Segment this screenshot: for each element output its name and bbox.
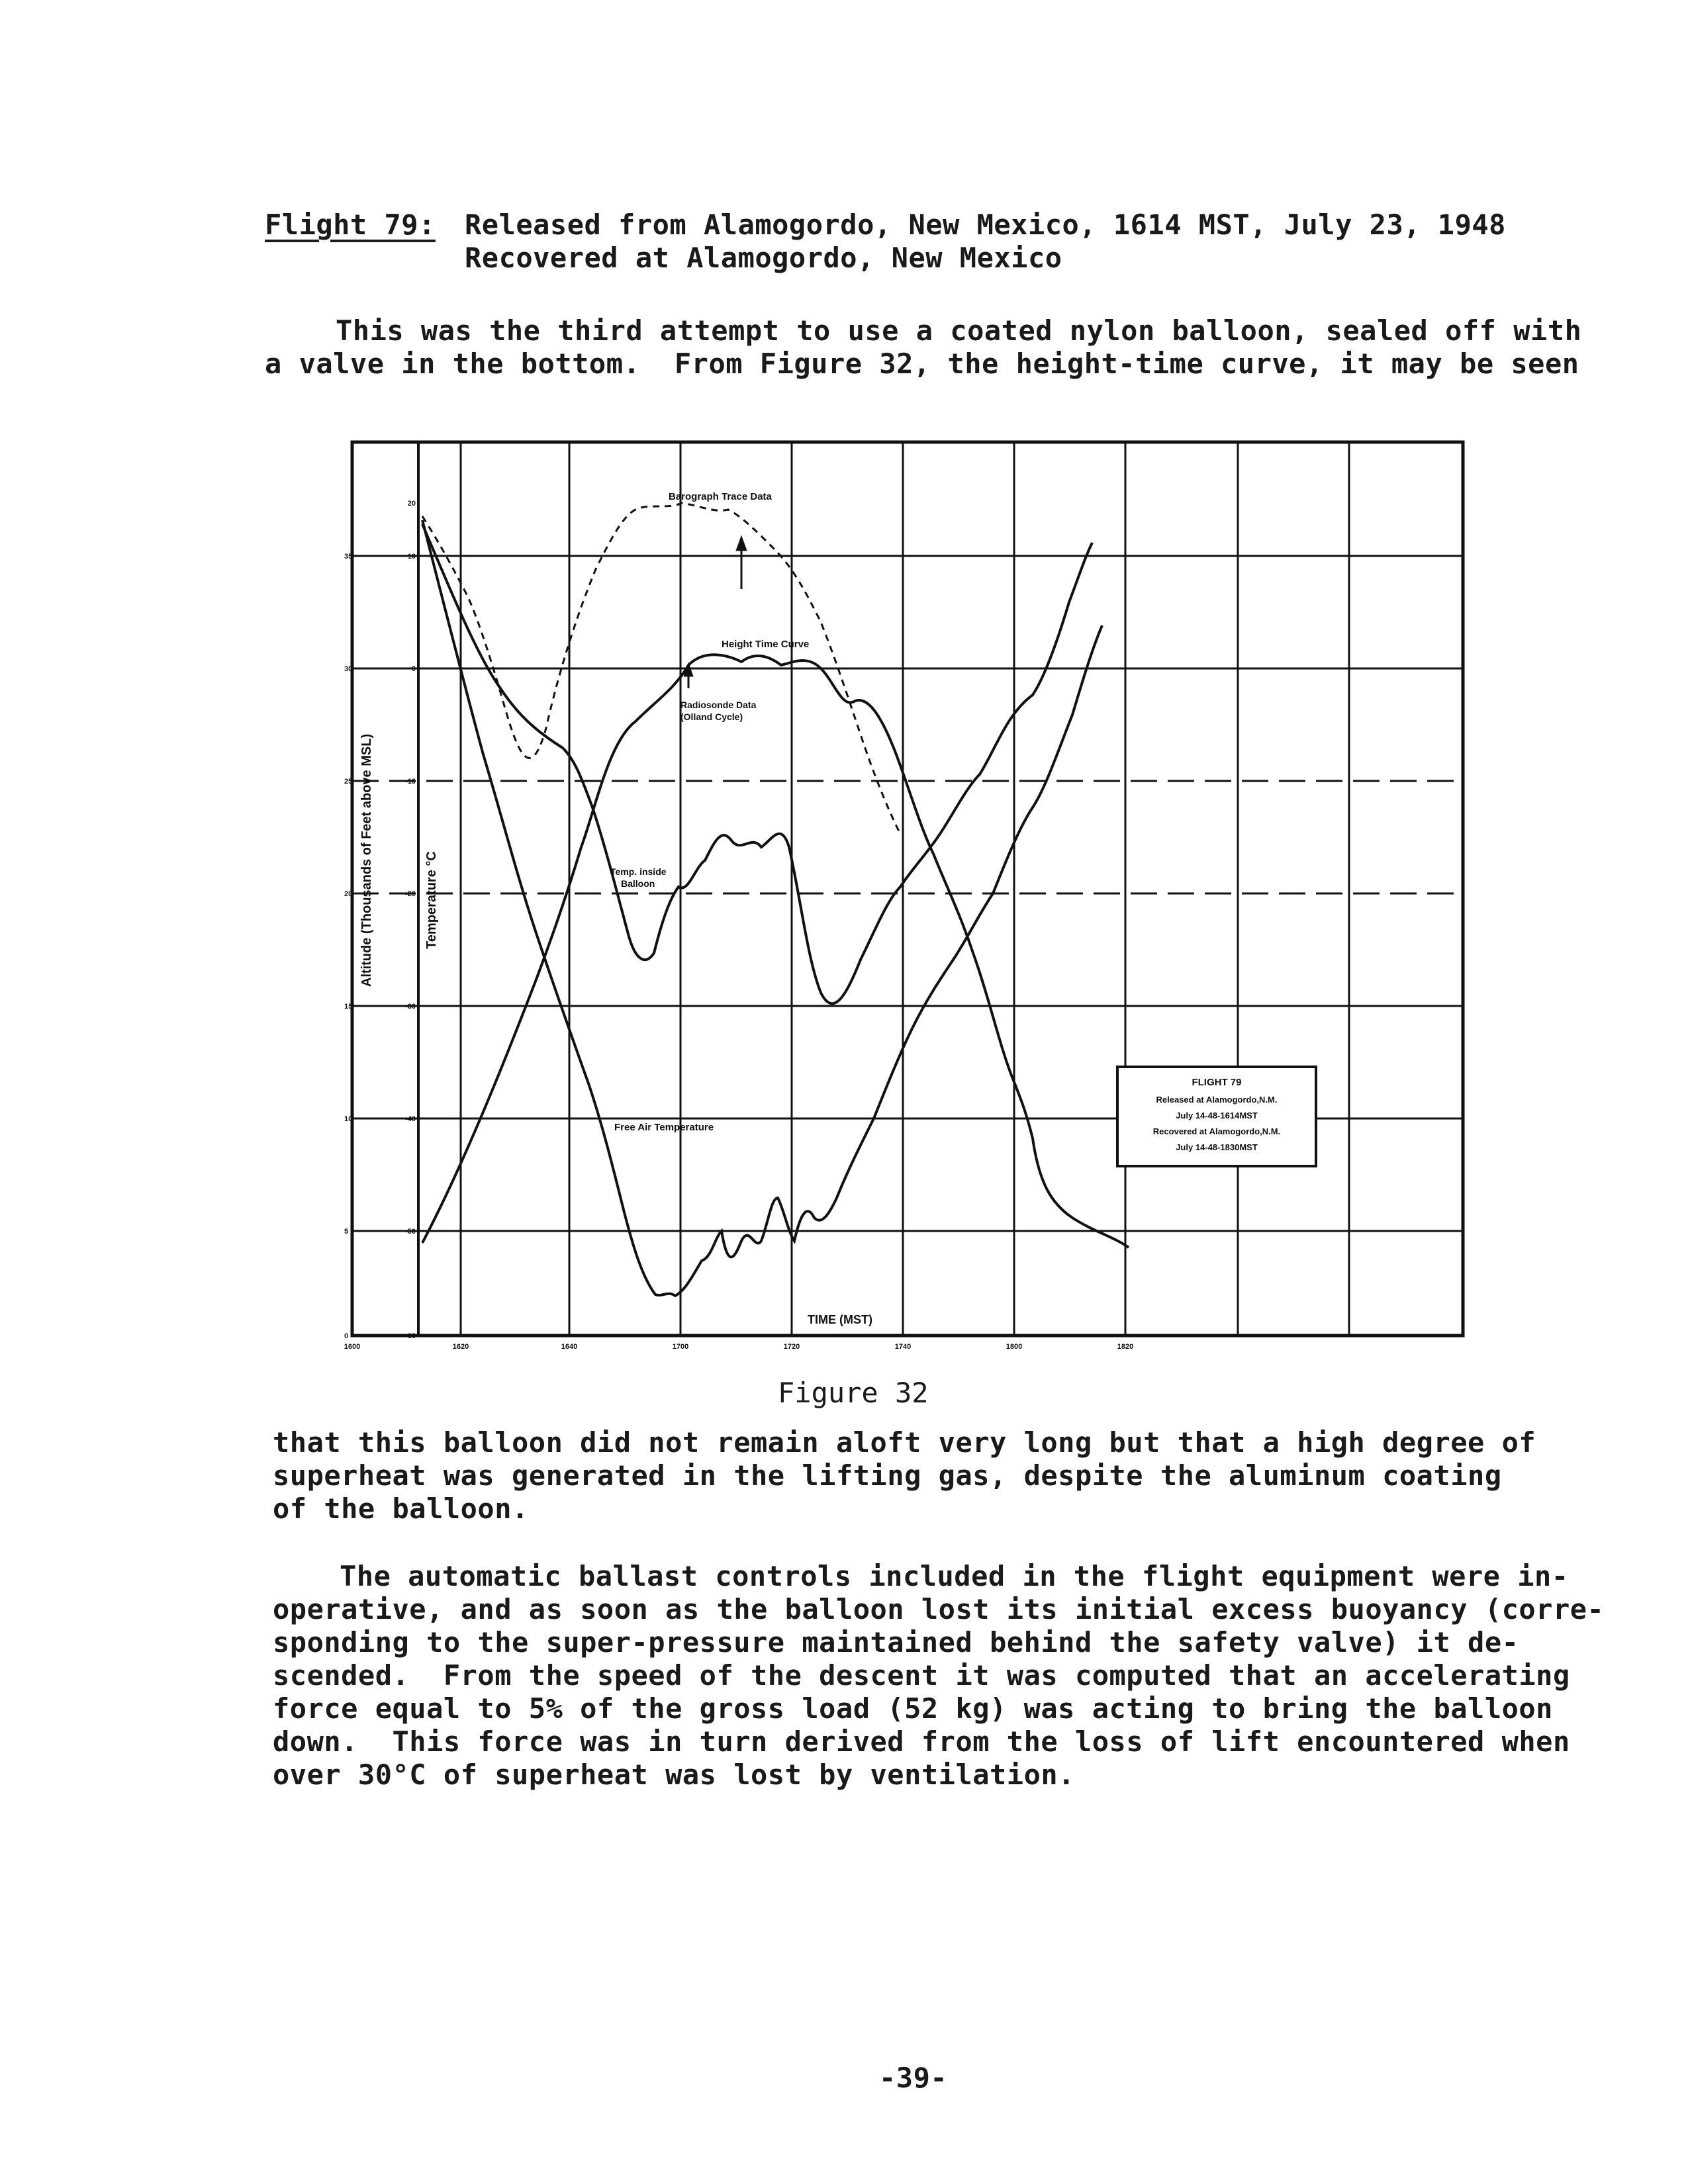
y-axis-altitude-label: Altitude (Thousands of Feet above MSL)	[359, 733, 374, 987]
height-time-curve	[422, 524, 1092, 1003]
y-axis-temperature-label: Temperature °C	[424, 851, 439, 949]
annotation-temp-inside-2: Balloon	[621, 878, 655, 889]
flight-label: Flight 79:	[265, 208, 436, 241]
annotation-radiosonde-1: Radiosonde Data	[680, 700, 757, 710]
temperature-tick-label: 0	[411, 665, 416, 673]
altitude-tick-label: 15	[344, 1003, 353, 1011]
altitude-tick-label: 0	[344, 1332, 349, 1340]
altitude-tick-label: 25	[344, 778, 353, 786]
annotation-height-time: Height Time Curve	[722, 639, 810, 650]
x-tick-label: 1820	[1117, 1343, 1134, 1351]
temperature-tick-label: -40	[405, 1115, 416, 1123]
temperature-tick-label: -20	[405, 890, 416, 898]
body2-line-6: down. This force was in turn derived from the loss of lift encountered when	[273, 1725, 1570, 1758]
x-tick-label: 1800	[1006, 1343, 1023, 1351]
annotation-radiosonde-2: (Olland Cycle)	[680, 711, 743, 722]
chart-frame	[352, 442, 1463, 1336]
legend-line-3: Recovered at Alamogordo,N.M.	[1152, 1126, 1281, 1136]
x-tick-label: 1600	[344, 1343, 361, 1351]
temperature-tick-label: -50	[405, 1228, 416, 1236]
temperature-tick-label: -60	[405, 1332, 416, 1340]
annotation-free-air: Free Air Temperature	[614, 1122, 714, 1133]
figure-caption: Figure 32	[778, 1377, 929, 1409]
annotation-barograph: Barograph Trace Data	[669, 491, 772, 502]
temperature-tick-label: -10	[405, 778, 416, 786]
body1-line-3: of the balloon.	[273, 1492, 529, 1525]
body2-line-1: The automatic ballast controls included in the flight equipment were in-	[340, 1560, 1569, 1592]
x-tick-label: 1640	[561, 1343, 578, 1351]
body1-line-2: superheat was generated in the lifting gas, despite the aluminum coating	[273, 1459, 1502, 1492]
legend-line-4: July 14-48-1830MST	[1176, 1142, 1258, 1152]
x-tick-label: 1740	[894, 1343, 912, 1351]
altitude-tick-label: 30	[344, 665, 353, 673]
annotation-temp-inside-1: Temp. inside	[610, 866, 667, 877]
x-tick-label: 1700	[672, 1343, 689, 1351]
x-tick-label: 1620	[452, 1343, 469, 1351]
legend-line-2: July 14-48-1614MST	[1176, 1111, 1258, 1120]
intro-line-2: a valve in the bottom. From Figure 32, the height-time curve, it may be seen	[265, 347, 1579, 380]
body2-line-3: sponding to the super-pressure maintained behind the safety valve) it de-	[273, 1626, 1519, 1659]
body1-line-1: that this balloon did not remain aloft very long but that a high degree of	[273, 1426, 1536, 1459]
x-tick-labels	[344, 1343, 1133, 1351]
body2-line-7: over 30°C of superheat was lost by ventilation.	[273, 1758, 1075, 1791]
legend-title: FLIGHT 79	[1192, 1077, 1242, 1088]
altitude-tick-label: 5	[344, 1228, 349, 1236]
altitude-tick-label: 35	[344, 553, 353, 561]
x-axis-label: TIME (MST)	[808, 1313, 872, 1326]
altitude-tick-label: 10	[344, 1115, 353, 1123]
body2-line-2: operative, and as soon as the balloon lost its initial excess buoyancy (corre-	[273, 1593, 1605, 1625]
page-number: -39-	[879, 2062, 948, 2094]
header-line-2: Recovered at Alamogordo, New Mexico	[465, 242, 1062, 274]
intro-line-1: This was the third attempt to use a coated nylon balloon, sealed off with	[336, 314, 1582, 347]
temperature-tick-label: 20	[407, 500, 416, 508]
body2-line-4: scended. From the speed of the descent it was computed that an accelerating	[273, 1659, 1570, 1692]
body2-line-5: force equal to 5% of the gross load (52 kg) was acting to bring the balloon	[273, 1692, 1553, 1725]
x-tick-label: 1720	[783, 1343, 800, 1351]
header-line-1: Released from Alamogordo, New Mexico, 1614 MST, July 23, 1948	[465, 208, 1506, 241]
temp-inside-curve	[422, 520, 1102, 1296]
radiosonde-curve	[422, 655, 1129, 1248]
figure-32-chart	[344, 437, 1470, 1363]
altitude-tick-label: 20	[344, 890, 353, 898]
temperature-tick-label: -30	[405, 1003, 416, 1011]
legend-line-1: Released at Alamogordo,N.M.	[1156, 1095, 1278, 1105]
arrow-head	[736, 536, 747, 551]
temperature-tick-labels	[405, 500, 416, 1340]
temperature-tick-label: 10	[407, 553, 416, 561]
